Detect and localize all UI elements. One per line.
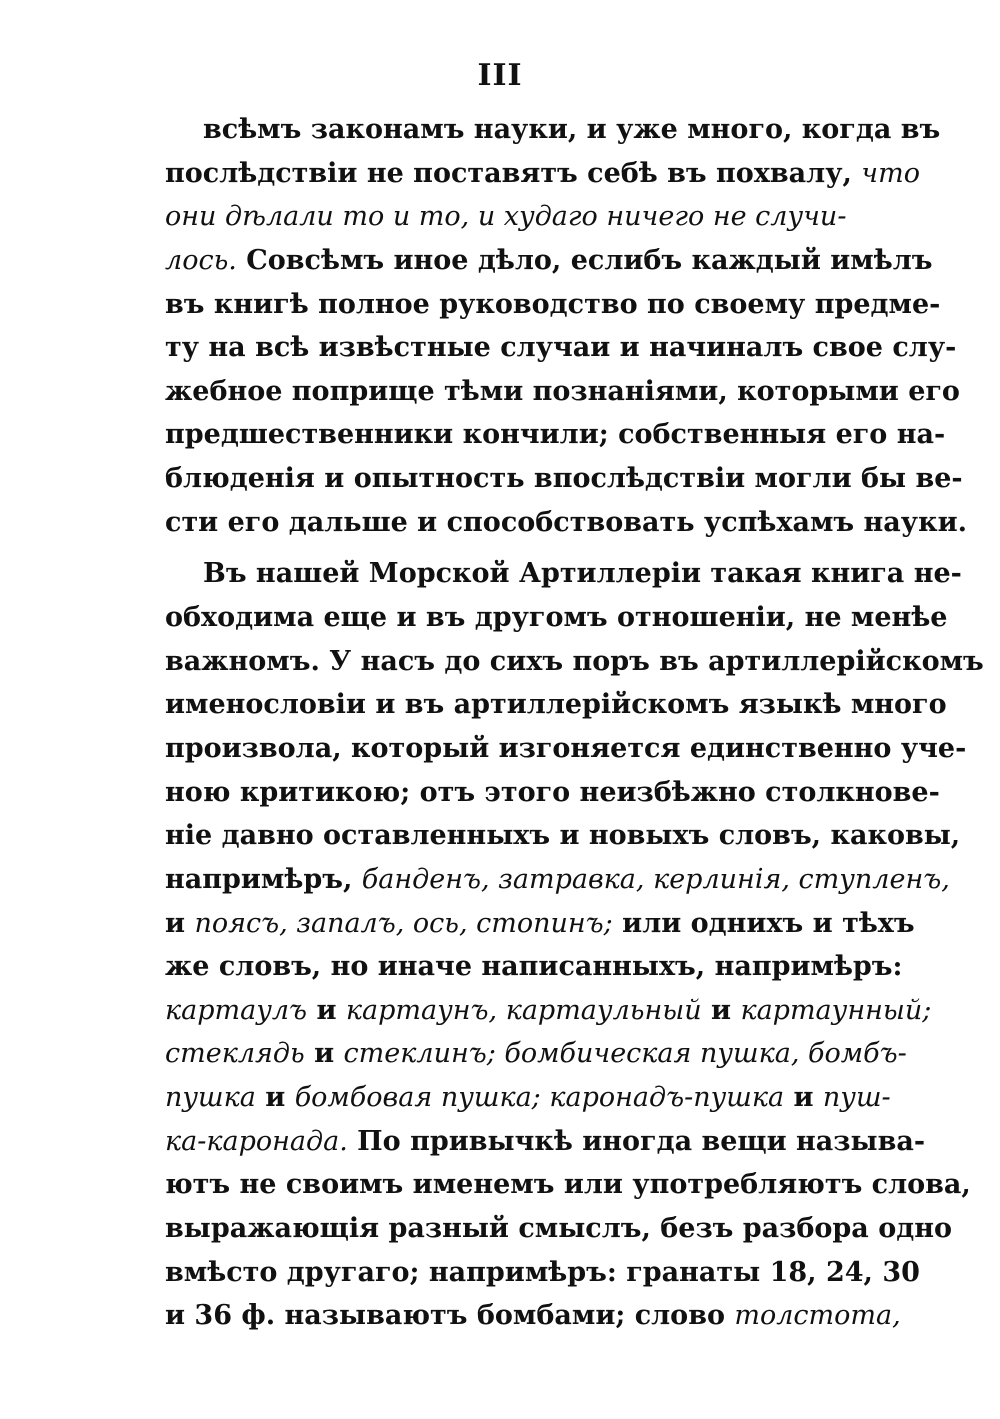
text-line (165, 945, 903, 989)
italic-term: поясъ, запалъ, ось, стопинъ; (194, 907, 613, 939)
text-line (165, 108, 941, 152)
text-run: выражающія разный смыслъ, безъ разбора одно (165, 1213, 952, 1245)
text-run: именословіи и въ артиллерійскомъ языкѣ много (165, 689, 947, 721)
text-run: сти его дальше и способствовать успѣхамъ науки. (165, 506, 968, 538)
text-run: и (701, 994, 741, 1026)
text-run: Совсѣмъ иное дѣло, еслибъ каждый имѣлъ (236, 244, 933, 276)
text-line (165, 1294, 901, 1338)
text-run: всѣмъ законамъ науки, и уже много, когда въ (203, 114, 941, 145)
paragraph-1 (165, 108, 968, 544)
text-run: послѣдствіи не поставятъ себѣ въ похвалу, (165, 157, 862, 189)
text-line (165, 1251, 920, 1295)
text-line (165, 1207, 952, 1251)
italic-term: пушка (165, 1082, 256, 1114)
text-line (165, 683, 947, 727)
text-line (165, 1163, 971, 1207)
text-line (165, 552, 962, 596)
text-line (165, 902, 915, 946)
text-run: ною критикою; отъ этого неизбѣжно столкнове- (165, 776, 940, 808)
text-line (165, 814, 961, 858)
paragraph-gap (165, 544, 845, 552)
text-run: ту на всѣ извѣстные случаи и начиналъ свое слу- (165, 332, 957, 364)
italic-term: стеклинъ; бомбическая пушка, бомбъ- (343, 1038, 907, 1070)
page-number: III (477, 58, 523, 93)
text-line (165, 1032, 907, 1076)
text-line (165, 413, 946, 457)
text-line (165, 640, 984, 684)
text-run: и 36 ф. называютъ бомбами; слово (165, 1300, 735, 1332)
italic-term: картаулъ (165, 994, 308, 1026)
text-line (165, 858, 950, 902)
text-run: или однихъ и тѣхъ (612, 907, 915, 939)
text-line (165, 326, 957, 370)
italic-term: лось. (165, 244, 237, 276)
text-run: и (255, 1082, 295, 1114)
text-run: блюденія и опытность впослѣдствіи могли бы ве- (165, 463, 963, 495)
text-run: жебное поприще тѣми познаніями, которыми его (165, 375, 960, 407)
text-run: и (784, 1082, 823, 1114)
italic-term: картаунный; (740, 994, 932, 1026)
text-line (165, 1120, 926, 1164)
text-run: и (304, 1038, 344, 1070)
text-run: По привычкѣ иногда вещи называ- (347, 1125, 926, 1157)
text-line (165, 771, 940, 815)
text-run: и (307, 994, 346, 1026)
text-run: ютъ не своимъ именемъ или употребляютъ слова, (165, 1169, 971, 1201)
text-run: ніе давно оставленныхъ и новыхъ словъ, каковы, (165, 820, 961, 852)
text-run: въ книгѣ полное руководство по своему предме- (165, 288, 941, 320)
text-run: предшественники кончили; собственныя его на- (165, 419, 946, 451)
italic-term: стеклядь (165, 1038, 305, 1070)
text-run: вмѣсто другаго; напримѣръ: гранаты 18, 24, 30 (165, 1256, 920, 1288)
text-run: Въ нашей Морской Артиллеріи такая книга не- (203, 558, 962, 590)
italic-term: толстота, (734, 1300, 901, 1332)
text-line (165, 195, 845, 239)
italic-term: картаунъ, картаульный (345, 994, 702, 1026)
text-run: произвола, который изгоняется единственно уче- (165, 732, 967, 764)
italic-term: банденъ, затравка, керлинія, ступленъ, (361, 863, 950, 895)
text-run: обходима еще и въ другомъ отношеніи, не менѣе (165, 602, 948, 634)
italic-term: что (861, 157, 920, 189)
text-line (165, 1076, 891, 1120)
text-line (165, 370, 960, 414)
text-line (165, 727, 967, 771)
text-line (165, 501, 968, 545)
text-run: важномъ. У насъ до сихъ поръ въ артиллерійскомъ (165, 645, 984, 677)
text-run: и (165, 907, 195, 939)
text-line (165, 989, 932, 1033)
text-run: напримѣръ, (165, 863, 362, 895)
text-line (165, 152, 920, 196)
italic-term: бомбовая пушка; каронадъ-пушка (294, 1082, 785, 1114)
text-line (165, 239, 933, 283)
italic-term: ка-каронада. (165, 1125, 348, 1157)
italic-term: пуш- (822, 1082, 891, 1114)
body-text (165, 108, 984, 1338)
text-line (165, 596, 948, 640)
text-line (165, 457, 963, 501)
italic-term: они дѣлали то и то, и худаго ничего не случи- (165, 201, 847, 233)
text-line (165, 283, 941, 327)
text-run: же словъ, но иначе написанныхъ, напримѣръ: (165, 951, 903, 983)
paragraph-2 (165, 552, 984, 1338)
